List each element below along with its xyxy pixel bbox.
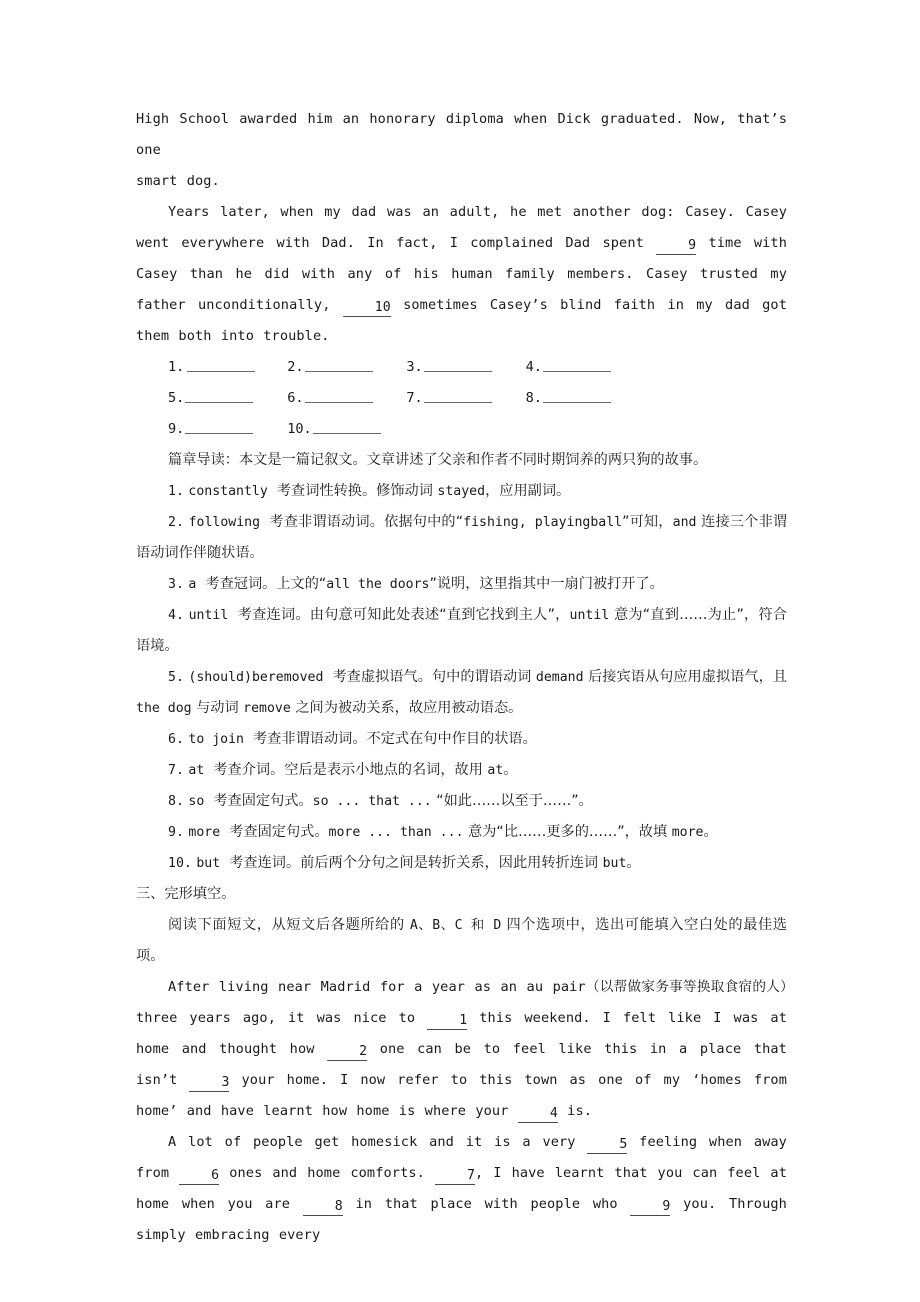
answer-rule[interactable] [543, 357, 611, 372]
explanation-answer: to join [188, 732, 244, 747]
answer-blank-10[interactable]: 10 [343, 299, 391, 317]
explanation-latin: more ... than ... [328, 825, 464, 840]
passage-text: time with Casey than he did with any of his human family members. Casey trusted my father unconditionally, [136, 235, 787, 313]
explanation-body-tail: 之间为被动关系，故应用被动语态。 [290, 700, 523, 716]
answer-rule[interactable] [185, 419, 253, 434]
explanation-item-6 [136, 724, 787, 755]
passage-guide [136, 445, 787, 476]
cloze-blank-9[interactable]: 9 [630, 1198, 670, 1216]
answer-row [168, 352, 787, 383]
explanation-latin: all the doors [326, 577, 430, 592]
cloze-text: feeling when away from [136, 1134, 787, 1181]
explanation-latin: at [487, 763, 504, 778]
explanation-body: 考查固定句式。 [229, 824, 329, 840]
answer-number: 1. [168, 359, 185, 375]
answer-slot-10[interactable] [287, 414, 398, 445]
passage-tail-paragraph-2 [136, 197, 787, 352]
explanation-item-10 [136, 848, 787, 879]
answer-slot-2[interactable] [287, 352, 398, 383]
cloze-blank-1[interactable]: 1 [427, 1012, 467, 1030]
passage-tail-line-1 [136, 104, 787, 166]
passage-text: Years later, when my dad was an adult, he met another dog: Casey. Casey went everywhere with Dad. In fact, I complained Dad spent [136, 204, 787, 251]
cloze-text: ones and home comforts. [229, 1165, 425, 1181]
cloze-text: in that place with people who [355, 1196, 618, 1212]
cloze-paragraph-2 [136, 1127, 787, 1251]
guide-label: 篇章导读： [168, 452, 239, 468]
answer-slot-3[interactable] [406, 352, 517, 383]
explanation-number: 8. [168, 794, 184, 809]
explanation-body: 考查非谓语动词。不定式在句中作目的状语。 [253, 731, 537, 747]
answer-rule[interactable] [305, 357, 373, 372]
answer-number: 8. [525, 390, 542, 406]
answer-number: 5. [168, 390, 185, 406]
answer-number: 10. [287, 421, 312, 437]
instruction-text: 阅读下面短文，从短文后各题所给的 [168, 917, 410, 933]
explanation-body-tail: ”说明，这里指其中一扇门被打开了。 [429, 576, 664, 592]
explanation-latin-2: the dog [136, 701, 192, 716]
explanation-answer: (should)beremoved [188, 670, 324, 685]
answer-slot-7[interactable] [406, 383, 517, 414]
explanation-latin: until [569, 608, 610, 623]
answer-row [168, 383, 787, 414]
section-three-heading [136, 879, 787, 910]
answer-number: 7. [406, 390, 423, 406]
explanation-body: 考查连词。由句意可知此处表述“直到它找到主人”， [237, 607, 570, 623]
explanation-body-tail: 。 [703, 824, 718, 840]
explanation-latin-2: more [671, 825, 704, 840]
explanation-latin-3: remove [243, 701, 291, 716]
explanation-answer: until [188, 608, 229, 623]
explanation-item-8 [136, 786, 787, 817]
explanation-body: 考查词性转换。修饰动词 [276, 483, 438, 499]
answer-slot-4[interactable] [526, 352, 637, 383]
answer-rule[interactable] [313, 419, 381, 434]
explanation-body: 考查虚拟语气。句中的谓语动词 [332, 669, 536, 685]
explanation-body: 考查介词。空后是表示小地点的名词，故用 [213, 762, 488, 778]
explanation-latin-2: and [672, 515, 697, 530]
explanation-number: 2. [168, 515, 184, 530]
explanation-number: 10. [168, 856, 192, 871]
answer-slot-6[interactable] [287, 383, 398, 414]
cloze-paragraph-1 [136, 972, 787, 1127]
explanation-number: 4. [168, 608, 184, 623]
answer-rule[interactable] [424, 388, 492, 403]
explanation-number: 5. [168, 670, 184, 685]
explanation-number: 7. [168, 763, 184, 778]
answer-number: 2. [287, 359, 304, 375]
cloze-blank-4[interactable]: 4 [518, 1105, 558, 1123]
explanation-answer: more [188, 825, 221, 840]
answer-blank-9[interactable]: 9 [656, 237, 696, 255]
explanation-answer: at [188, 763, 205, 778]
cloze-text: your home. I now refer to this town as one of my ‘homes from home’ and have learnt how home is where your [136, 1072, 787, 1119]
explanation-body: 考查非谓语动词。依据句中的“ [269, 514, 464, 530]
explanation-answer: following [188, 515, 261, 530]
explanation-body-mid-2: 与动词 [191, 700, 244, 716]
answer-number: 9. [168, 421, 185, 437]
cloze-blank-6[interactable]: 6 [179, 1167, 219, 1185]
explanation-body: 考查冠词。上文的“ [205, 576, 327, 592]
explanation-item-4 [136, 600, 787, 662]
explanation-number: 3. [168, 577, 184, 592]
explanation-number: 9. [168, 825, 184, 840]
passage-tail-line-2 [136, 166, 787, 197]
section-heading-text: 三、完形填空。 [136, 886, 236, 902]
explanation-number: 1. [168, 484, 184, 499]
answer-grid [136, 352, 787, 445]
answer-row [168, 414, 787, 445]
cloze-text: A lot of people get homesick and it is a very [168, 1134, 576, 1150]
answer-rule[interactable] [305, 388, 373, 403]
passage-text: High School awarded him an honorary diploma when Dick graduated. Now, that’s one [136, 111, 787, 158]
explanation-body-mid: 意为“比……更多的……”，故填 [463, 824, 672, 840]
explanation-latin: demand [535, 670, 584, 685]
answer-slot-9[interactable] [168, 414, 279, 445]
explanation-answer: but [196, 856, 221, 871]
instruction-text-tail: 四个选项中，选出可能填入空白处的最佳选项。 [136, 917, 787, 964]
cloze-text: you. Through simply embracing every [136, 1196, 787, 1243]
cloze-blank-3[interactable]: 3 [189, 1074, 229, 1092]
passage-text: sometimes Casey’s blind faith in my dad got them both into trouble. [136, 297, 787, 344]
explanation-item-9 [136, 817, 787, 848]
answer-rule[interactable] [543, 388, 611, 403]
explanation-body: 考查固定句式。 [213, 793, 313, 809]
explanation-body-mid: ”可知， [622, 514, 673, 530]
explanation-item-1 [136, 476, 787, 507]
explanation-latin: but [602, 856, 627, 871]
answer-slot-8[interactable] [526, 383, 637, 414]
answer-number: 4. [525, 359, 542, 375]
explanation-body: 考查连词。前后两个分句之间是转折关系，因此用转折连词 [229, 855, 603, 871]
explanation-answer: constantly [188, 484, 268, 499]
cloze-text: After living near Madrid for a year as an au pair（以帮做家务事等换取食宿的人）three years ago, it was nice to [136, 979, 787, 1026]
guide-text: 本文是一篇记叙文。文章讲述了父亲和作者不同时期饲养的两只狗的故事。 [238, 452, 708, 468]
explanation-body-tail: ，应用副词。 [485, 483, 571, 499]
explanation-item-2 [136, 507, 787, 569]
explanation-item-7 [136, 755, 787, 786]
cloze-blank-8[interactable]: 8 [303, 1198, 343, 1216]
answer-slot-5[interactable] [168, 383, 279, 414]
cloze-blank-7[interactable]: 7 [435, 1167, 475, 1185]
explanation-body-tail: 连接三个非谓语动词作伴随状语。 [136, 514, 788, 561]
explanation-latin: fishing, playingball [463, 515, 623, 530]
explanation-answer: so [188, 794, 205, 809]
instruction-options: A、B、C 和 D [409, 918, 502, 933]
explanation-body-tail: 。 [626, 855, 641, 871]
explanation-body-tail: “如此……以至于……”。 [431, 793, 593, 809]
answer-rule[interactable] [424, 357, 492, 372]
section-three-instruction [136, 910, 787, 972]
answer-rule[interactable] [187, 357, 255, 372]
explanation-body-mid: 后接宾语从句应用虚拟语气，且 [583, 669, 787, 685]
explanation-item-3 [136, 569, 787, 600]
cloze-text: one can be to feel like this in a place that isn’t [136, 1041, 787, 1088]
explanation-item-5 [136, 662, 787, 724]
explanation-latin: so ... that ... [312, 794, 432, 809]
explanation-body-tail: 。 [503, 762, 518, 778]
cloze-text: this weekend. I felt like I was at home and thought how [136, 1010, 787, 1057]
answer-slot-1[interactable] [168, 352, 279, 383]
answer-number: 6. [287, 390, 304, 406]
cloze-blank-5[interactable]: 5 [587, 1136, 627, 1154]
passage-text: smart dog. [136, 173, 220, 189]
explanation-answer: a [188, 577, 197, 592]
explanation-body-tail: 意为“直到……为止”，符合语境。 [136, 607, 787, 654]
cloze-text: is. [567, 1103, 593, 1119]
answer-number: 3. [406, 359, 423, 375]
cloze-text: , I have learnt that you can feel at home when you are [136, 1165, 787, 1212]
explanation-latin: stayed [437, 484, 486, 499]
answer-rule[interactable] [185, 388, 253, 403]
cloze-blank-2[interactable]: 2 [327, 1043, 367, 1061]
explanation-number: 6. [168, 732, 184, 747]
